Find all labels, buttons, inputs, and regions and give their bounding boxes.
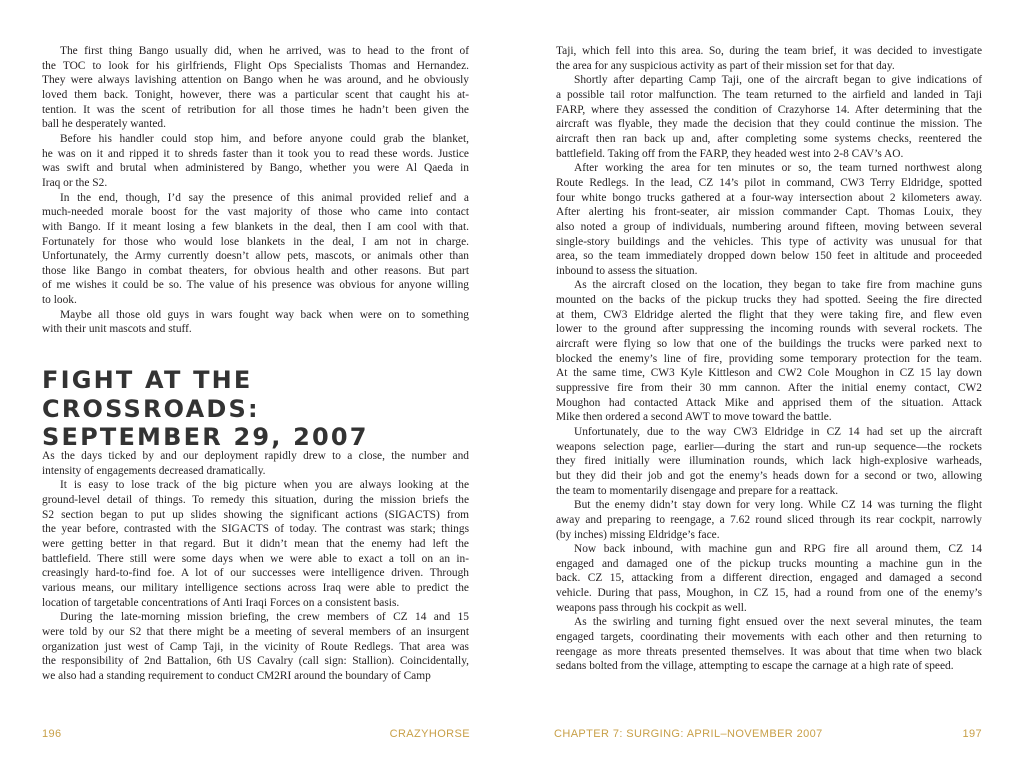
text-line: It is easy to lose track of the big picture when you are always looking at the [60, 479, 469, 492]
text-line: with their unit mascots and stuff. [42, 323, 192, 336]
text-line: they fired initially were illumination rounds, which lack high-explosive warheads, [556, 455, 982, 468]
text-line: various means, our military intelligence sections across Iraq were able to predict the [42, 581, 469, 594]
text-line: organization just west of Camp Taji, in the vicinity of Route Redlegs. That area was [42, 640, 469, 653]
left-running-head: CRAZYHORSE [389, 728, 470, 740]
text-line: As the swirling and turning fight ensued over the next several minutes, the team [574, 616, 982, 629]
text-line: Maybe all those old guys in wars fought way back when were on to something [60, 308, 469, 321]
right-folio: 197 [962, 728, 982, 740]
text-line: S2 section began to put up slides showing the significant actions (SIGACTS) from [42, 508, 469, 521]
text-line: to look. [42, 294, 77, 307]
text-line: vehicle. During that pass, Moughon, in CZ 15, had a round from one of the enemy’s [556, 587, 982, 600]
text-line: location of targetable concentrations of Anti Iraqi Forces on a consistent basis. [42, 596, 400, 609]
text-line: the TOC to look for his girlfriends, Flight Ops Specialists Thomas and Hernandez. [42, 59, 469, 72]
text-line: Route Redlegs. In the lead, CZ 14’s pilot in command, CW3 Terry Eldridge, spotted [556, 176, 982, 189]
text-line: As the aircraft closed on the location, they began to take fire from machine guns [574, 279, 982, 292]
text-line: at them, CW3 Eldridge alerted the flight that they were taking fire, and flew even [556, 308, 982, 321]
heading-line: CROSSROADS: [42, 395, 260, 423]
text-line: a possible tail rotor malfunction. The team returned to the airfield and landed in Taji [556, 89, 982, 101]
text-line: At the same time, CW3 Kyle Kittleson and CW2 Cole Moughon in CZ 15 lay down [556, 367, 982, 380]
text-line: suppressive fire from their 30 mm cannon. After the initial enemy contact, CW2 [556, 381, 982, 394]
text-line: tention. It was the scent of retribution for all those times he hadn’t been given the [42, 103, 469, 116]
text-line: Unfortunately, the Army currently doesn’t allow pets, mascots, or animals other than [42, 250, 469, 263]
text-line: much-needed morale boost for the vast majority of those who came into contact [42, 206, 469, 219]
text-line: weapons selection page, earlier—during the start and run-up sequence—the rockets [556, 440, 982, 453]
text-line: aircraft were flying so low that one of the buildings the trucks were parked next to [556, 338, 982, 350]
text-line: sedans bolted from the village, attempting to escape the carnage at a high rate of speed. [556, 660, 954, 673]
text-line: aircraft was flyable, they made the decision that they could continue the mission. The [556, 118, 982, 131]
text-line: were told by our S2 that there might be a meeting of several members of an insurgent [42, 625, 469, 638]
text-line: those like Bango in combat theaters, for obvious health and other reasons. But part [42, 264, 469, 277]
text-line: Before his handler could stop him, and before anyone could grab the blanket, [60, 132, 469, 145]
text-line: battlefield. There still were some days when we were able to exact a toll on an in- [42, 552, 469, 565]
text-line: As the days ticked by and our deployment rapidly drew to a close, the number and [42, 450, 469, 462]
text-line: the responsibility of 2nd Battalion, 6th US Cavalry (call sign: Stallion). Coincidentally, [42, 655, 469, 668]
text-line: area, so the team immediately dropped down below 150 feet in altitude and proceeded [556, 250, 982, 263]
text-line: Shortly after departing Camp Taji, one of the aircraft began to give indications of [574, 74, 982, 87]
right-page [512, 0, 1024, 768]
text-line: blocked the enemy’s line of fire, providing some temporary protection for the team. [556, 352, 982, 365]
text-line: of me wishes it could be so. The value of his presence was obvious for anyone willing [42, 279, 469, 292]
text-line: loved them back. Tonight, however, there was a particular scent that caught his at- [42, 89, 469, 101]
left-folio: 196 [42, 728, 62, 740]
heading-line: FIGHT AT THE [42, 366, 253, 394]
text-line: engaged targets, coordinating their movements with each other and then returning to [556, 631, 982, 643]
text-line: After alerting his front-seater, air mission commander Capt. Thomas Louix, they [556, 206, 982, 219]
text-line: aircraft then ran back up and, after completing some systems checks, reentered the [556, 132, 982, 145]
text-line: Moughon had contacted Attack Mike and apprised them of the situation. Attack [556, 396, 982, 409]
text-line: inbound to assess the situation. [556, 264, 698, 277]
text-line: mounted on the backs of the pickup trucks they had spotted. Seeing the fire directed [556, 294, 982, 307]
text-line: single-story buildings and the vehicles. This type of activity was unusual for that [556, 235, 982, 248]
text-line: creasingly hard-to-find foe. A lot of our successes were intelligence driven. Through [42, 567, 469, 580]
text-line: ball he desperately wanted. [42, 118, 166, 131]
text-line: But the enemy didn’t stay down for very long. While CZ 14 was turning the flight [574, 499, 982, 512]
text-line: engaged and damaged one of the pickup trucks mounting a machine gun in the [556, 557, 982, 570]
text-line: with Bango. If it meant losing a few blankets in the deal, then I am cool with that. [42, 220, 469, 233]
text-line: They were always lavishing attention on Bango when he was around, and he obviously [42, 74, 469, 87]
text-line: After working the area for ten minutes or so, the team turned northwest along [574, 162, 982, 175]
text-line: The first thing Bango usually did, when he arrived, was to head to the front of [60, 45, 469, 57]
text-line: Fortunately for those who would lose blankets in the deal, I am not in charge. [42, 235, 469, 248]
text-line: battlefield. Taking off from the FARP, they headed west into 2-8 CAV’s AO. [556, 147, 904, 160]
text-line: In the end, though, I’d say the presence of this animal provided relief and a [60, 191, 469, 204]
text-line: the year before, contrasted with the SIGACTS of today. The contrast was stark; things [42, 523, 469, 536]
text-line: intensity of engagements decreased dramatically. [42, 464, 266, 477]
text-line: lower to the ground after suppressing the incoming rounds with several rockets. The [556, 323, 982, 336]
text-line: weapons pass through his cockpit as well. [556, 601, 747, 614]
text-line: were getting better in that regard. But it didn’t mean that the enemy had left the [42, 537, 469, 550]
text-line: back. CZ 15, attacking from a different direction, engaged and damaged a second [556, 572, 982, 585]
text-line: During the late-morning mission briefing, the crew members of CZ 14 and 15 [60, 611, 469, 624]
text-line: the team to momentarily disengage and prepare for a reattack. [556, 484, 839, 497]
text-line: ground-level detail of things. To remedy this situation, during the mission briefs the [42, 493, 469, 506]
text-line: Iraq or the S2. [42, 176, 108, 189]
text-line: Unfortunately, due to the way CW3 Eldridge in CZ 14 had set up the aircraft [574, 425, 982, 438]
right-running-head: CHAPTER 7: SURGING: APRIL–NOVEMBER 2007 [554, 728, 823, 740]
text-line: the area for any suspicious activity as part of their mission set for that day. [556, 59, 895, 72]
text-line: we also had a standing requirement to conduct CM2RI around the boundary of Camp [42, 669, 431, 682]
text-line: reengage as more threats presented themselves. It was about that time when two black [556, 645, 982, 658]
text-line: Now back inbound, with machine gun and RPG fire all around them, CZ 14 [574, 543, 982, 556]
text-line: away and preparing to reengage, a 7.62 round sliced through its rear cockpit, narrowly [556, 513, 982, 526]
text-line: also noted a group of individuals, numbering around fifteen, moving between several [556, 220, 982, 233]
text-line: Taji, which fell into this area. So, during the team brief, it was decided to investigate [556, 45, 982, 57]
text-line: was swift and brutal when administered by Bango, whether you were Al Qaeda in [42, 162, 469, 175]
text-line: four white bongo trucks gathered at a four-way intersection about 2 kilometers away. [556, 191, 982, 204]
heading-line: SEPTEMBER 29, 2007 [42, 423, 369, 451]
text-line: but they did their job and got the enemy’s heads down for a second or two, allowing [556, 469, 982, 482]
text-line: Mike then ordered a second AWT to move toward the battle. [556, 411, 832, 424]
text-line: FARP, where they assessed the condition of Crazyhorse 14. After determining that the [556, 103, 982, 116]
text-line: he was on it and ripped it to shreds faster than it took you to read these words. Justice [42, 147, 469, 160]
text-line: (by inches) missing Eldridge’s face. [556, 528, 720, 541]
